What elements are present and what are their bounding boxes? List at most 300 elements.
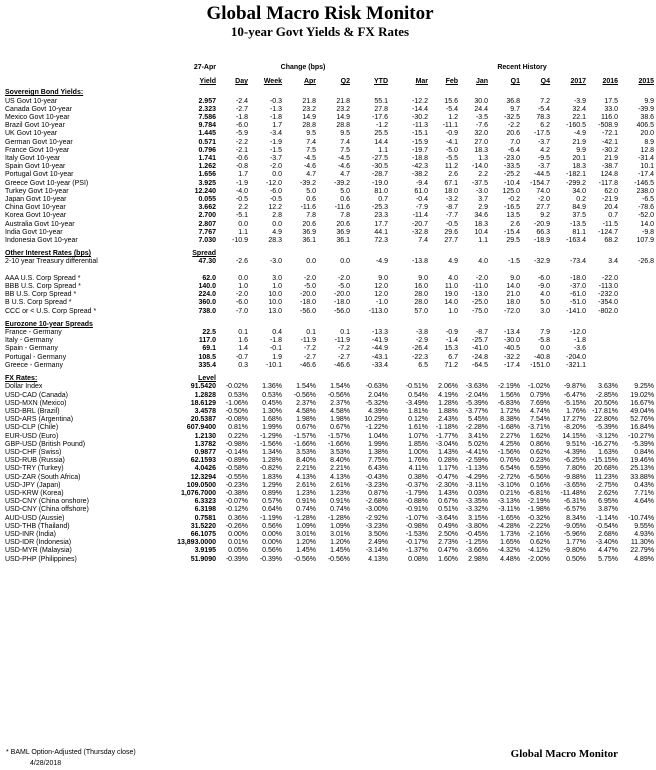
row-value: 9.7 — [510, 105, 521, 113]
row-label: USD-ZAR (South Africa) — [5, 473, 81, 481]
row-value: -32.2 — [504, 353, 521, 361]
row-value: 5.0 — [340, 187, 350, 195]
row-value: 0.05% — [228, 547, 248, 555]
row-value: -33.5 — [504, 163, 521, 171]
row-value: -354.0 — [598, 299, 619, 307]
row-value: 23.2 — [302, 105, 316, 113]
row-label: USD-MXN (Mexico) — [5, 399, 67, 407]
row-value: -11.9 — [300, 337, 316, 345]
row-value: 2.04% — [368, 391, 389, 399]
row-value: 23.3 — [374, 212, 389, 220]
table-row — [4, 337, 656, 345]
row-value — [588, 345, 620, 353]
table-row — [4, 441, 656, 449]
row-value — [620, 275, 656, 283]
row-label: USD-MYR (Malaysia) — [5, 547, 72, 555]
table-row — [4, 196, 656, 204]
row-level: 3.925 — [198, 179, 216, 187]
row-value: -1.19% — [259, 514, 282, 522]
row-level: 108.5 — [198, 353, 216, 361]
row-value: -30.0 — [504, 337, 521, 345]
row-value: 12.2 — [268, 204, 282, 212]
row-value: -5.0 — [337, 283, 350, 291]
row-value: -19.7 — [412, 146, 429, 154]
row-value: -3.04% — [435, 440, 459, 448]
row-value: 0.56% — [262, 547, 282, 555]
row-value: 5.45% — [468, 416, 489, 424]
row-value: -163.4 — [566, 237, 587, 245]
header-history-group: Recent History — [497, 64, 547, 71]
row-value: -5.9 — [235, 130, 248, 138]
row-value: 0.0 — [238, 274, 248, 282]
table-row — [4, 308, 656, 316]
row-value: 22.79% — [630, 547, 655, 555]
row-value: 0.53% — [228, 391, 248, 399]
row-value: -3.10% — [497, 481, 521, 489]
row-value: -4.41% — [465, 448, 489, 456]
row-value: 2.21% — [296, 465, 316, 473]
table-body — [4, 64, 656, 564]
row-value — [522, 267, 552, 275]
row-value: -28.7 — [372, 171, 389, 179]
row-value: -44.5 — [534, 171, 551, 179]
row-value: -40.8 — [534, 353, 551, 361]
row-value — [250, 267, 284, 275]
row-label: AAA U.S. Corp Spread * — [5, 274, 81, 282]
row-value: 1.54% — [296, 383, 316, 391]
row-value: -1.28% — [293, 514, 316, 522]
row-value: 36.1 — [336, 237, 350, 245]
section-heading: Sovereign Bond Yields: — [5, 89, 84, 97]
row-value: 1.00% — [408, 448, 429, 456]
row-label: GBP-USD (British Pound) — [5, 440, 86, 448]
row-level: 3.9195 — [194, 547, 216, 555]
row-value: 44.1 — [374, 228, 389, 236]
row-value: -508.9 — [598, 122, 619, 130]
row-value: 1.45% — [296, 547, 316, 555]
row-value: -0.7 — [235, 353, 248, 361]
row-value: -3.32% — [465, 506, 489, 514]
row-value — [620, 354, 656, 362]
row-level: 335.4 — [198, 361, 216, 369]
row-value: 28.8 — [302, 122, 316, 130]
row-value: -2.2 — [507, 122, 521, 130]
row-value: -61.0 — [570, 291, 587, 299]
row-value: -12.2 — [412, 97, 429, 105]
row-value: 3.4 — [608, 258, 619, 266]
table-row — [4, 474, 656, 482]
row-label: BB U.S. Corp Spread * — [5, 291, 77, 299]
row-value: 0.12% — [408, 416, 429, 424]
row-value: -141.0 — [566, 307, 587, 315]
row-value: 0.81% — [228, 424, 248, 432]
row-value: 15.6 — [444, 97, 459, 105]
table-row — [4, 354, 656, 362]
row-value: 20.68% — [594, 465, 619, 473]
row-value: -1.5 — [269, 146, 282, 154]
row-value: -3.49% — [405, 399, 429, 407]
column-header: Mar — [415, 78, 429, 86]
table-row — [4, 400, 656, 408]
row-value: 0.1 — [238, 329, 248, 337]
row-value: -17.4 — [638, 171, 655, 179]
row-value: -11.5 — [602, 220, 619, 228]
row-value: 5.0 — [540, 299, 551, 307]
row-value: -1.77% — [435, 432, 459, 440]
row-value: 7.4 — [418, 237, 429, 245]
row-value: 4.58% — [296, 407, 316, 415]
column-header: Feb — [445, 78, 459, 86]
row-value: -1.56% — [497, 448, 521, 456]
row-level: 1,076.7000 — [180, 489, 216, 497]
row-value: 2.6 — [448, 171, 459, 179]
row-label: Greece - Germany — [5, 361, 63, 369]
row-value: -6.5 — [641, 196, 655, 204]
row-value: -4.28% — [497, 522, 521, 530]
row-value: -3.35% — [465, 498, 489, 506]
row-value: -151.0 — [530, 361, 551, 369]
row-value: 20.6 — [506, 130, 521, 138]
row-value: -6.81% — [527, 489, 551, 497]
row-value: 1.7 — [238, 171, 248, 179]
row-value: 2.43% — [438, 416, 459, 424]
row-value: 27.8 — [374, 105, 389, 113]
row-value: -11.6 — [300, 204, 316, 212]
row-value: 0.87% — [368, 489, 389, 497]
row-value: 18.3 — [572, 163, 587, 171]
column-header: Q4 — [540, 78, 551, 86]
section-heading-row — [4, 89, 656, 97]
row-value: -3.23% — [365, 481, 389, 489]
row-value: 4.11% — [408, 465, 429, 473]
row-value: -5.0 — [445, 146, 459, 154]
row-value: 0.91% — [296, 498, 316, 506]
row-value: -17.5 — [534, 130, 551, 138]
row-value: 1.73% — [500, 530, 521, 538]
row-value: 2.6 — [510, 220, 521, 228]
row-value: 7.0 — [510, 138, 521, 146]
row-value: -117.8 — [598, 179, 619, 187]
row-value: -39.9 — [638, 105, 655, 113]
table-row — [4, 258, 656, 266]
row-value: 20.0 — [640, 130, 655, 138]
row-level: 109.0500 — [186, 481, 216, 489]
row-value: -3.6 — [573, 345, 587, 353]
table-row — [4, 515, 656, 523]
section-heading: FX Rates: — [5, 375, 38, 383]
row-value: 19.02% — [630, 391, 655, 399]
row-level: 47.30 — [198, 258, 216, 266]
row-label: Turkey Govt 10-year — [5, 187, 69, 195]
row-label: German Govt 10-year — [5, 138, 73, 146]
row-value: 3.7 — [478, 196, 489, 204]
row-level: 2.700 — [198, 212, 216, 220]
row-value: -1.57% — [327, 432, 350, 440]
row-value: 67.1 — [444, 179, 459, 187]
row-value: 2.98% — [468, 555, 489, 563]
row-value: -30.2 — [602, 146, 619, 154]
row-value: 0.51% — [438, 506, 459, 514]
row-value: -9.87% — [563, 383, 587, 391]
table-row — [4, 329, 656, 337]
row-value: -18.0 — [334, 299, 350, 307]
row-value: -2.85% — [595, 391, 619, 399]
row-value: -4.1 — [445, 138, 459, 146]
row-value: 18.0 — [444, 187, 459, 195]
row-label: USD-RUB (Russia) — [5, 457, 65, 465]
row-value: -1.79% — [405, 489, 429, 497]
row-value: -18.0 — [300, 299, 316, 307]
row-value: -0.37% — [405, 481, 429, 489]
row-value: 34.0 — [572, 187, 587, 195]
row-value: -5.4 — [537, 105, 551, 113]
row-value: -0.58% — [225, 465, 248, 473]
row-value: -8.7 — [475, 329, 489, 337]
row-value: 4.89% — [634, 555, 655, 563]
row-value: -4.5 — [337, 155, 350, 163]
row-value — [588, 354, 620, 362]
row-level: 0.7581 — [194, 514, 216, 522]
row-value: -8.20% — [563, 424, 587, 432]
row-value: 1.76% — [566, 407, 587, 415]
row-value: -7.9 — [415, 204, 429, 212]
row-value: -6.56% — [527, 473, 551, 481]
row-value: -3.0 — [269, 258, 282, 266]
row-value: 0.0 — [272, 220, 282, 228]
row-value: -5.39% — [465, 399, 489, 407]
row-value: -40.5 — [504, 345, 521, 353]
row-value: 11.2 — [444, 163, 459, 171]
row-value: -4.9 — [375, 258, 389, 266]
row-level: 360.0 — [198, 299, 216, 307]
table-row — [4, 523, 656, 531]
row-level: 91.5420 — [190, 383, 216, 391]
row-value: 4.13% — [368, 555, 389, 563]
row-value: -3.7 — [269, 155, 282, 163]
row-value: -15.9 — [412, 138, 429, 146]
row-value: 1.34% — [262, 448, 282, 456]
row-value: 21.9 — [604, 155, 619, 163]
row-value: -1.02% — [527, 383, 551, 391]
row-value: 0.79% — [530, 391, 551, 399]
row-value: -39.2 — [300, 179, 316, 187]
row-level: 224.0 — [198, 291, 216, 299]
row-value: 11.23% — [594, 473, 619, 481]
row-value: 1.99% — [262, 424, 282, 432]
row-value: -0.17% — [405, 539, 429, 547]
row-value: -2.0 — [303, 274, 316, 282]
row-value: -2.19% — [527, 498, 551, 506]
row-value: 29.5 — [506, 237, 521, 245]
row-value: -13.3 — [372, 329, 389, 337]
row-value: -1.57% — [293, 432, 316, 440]
row-label: US Govt 10-year — [5, 97, 58, 105]
row-label: China Govt 10-year — [5, 204, 66, 212]
row-value: -78.6 — [638, 204, 655, 212]
row-value: 18.3 — [474, 220, 489, 228]
row-value: 4.7 — [306, 171, 316, 179]
row-label: Dollar Index — [5, 383, 43, 391]
row-value: -18.0 — [570, 274, 587, 282]
row-value: -0.39% — [259, 555, 282, 563]
row-value: 6.5 — [418, 361, 429, 369]
row-value: 238.0 — [636, 187, 655, 195]
row-value: 1.56% — [500, 391, 521, 399]
row-value — [588, 329, 620, 337]
row-value: -1.53% — [405, 530, 429, 538]
table-row — [4, 291, 656, 299]
row-value: -0.08% — [225, 416, 248, 424]
section-first-col-header: Spread — [192, 250, 216, 258]
row-value: -3.9 — [573, 97, 587, 105]
row-value: 1.07% — [408, 432, 429, 440]
row-value: 1.72% — [500, 407, 521, 415]
row-value: 16.0 — [414, 283, 429, 291]
row-value: -802.0 — [598, 307, 619, 315]
row-value: 0.74% — [296, 506, 316, 514]
row-value: -12.0 — [570, 329, 587, 337]
row-value: -2.0 — [269, 163, 282, 171]
row-value: 0.00% — [262, 530, 282, 538]
row-value: -0.98% — [225, 440, 248, 448]
row-value: 6.7 — [448, 353, 459, 361]
row-value: 1.88% — [438, 407, 459, 415]
row-value: 3.01% — [330, 530, 350, 538]
row-value: 20.50% — [594, 399, 619, 407]
row-value: 8.9 — [644, 138, 655, 146]
row-value: -2.04% — [465, 391, 489, 399]
row-value: -0.6 — [235, 155, 248, 163]
row-value: 0.62% — [530, 539, 551, 547]
row-value: -0.56% — [327, 555, 350, 563]
header-date: 27-Apr — [193, 64, 216, 71]
table-row — [4, 98, 656, 106]
row-value: -3.66% — [465, 547, 489, 555]
row-value: -0.9 — [445, 329, 459, 337]
row-value: -41.0 — [472, 345, 489, 353]
row-value: -13.5 — [570, 220, 587, 228]
row-value: -9.0 — [537, 283, 551, 291]
table-row — [4, 490, 656, 498]
row-level: 3.662 — [198, 204, 216, 212]
column-header: Q2 — [340, 78, 350, 86]
row-value: 7.2 — [540, 97, 551, 105]
row-value: -7.2 — [337, 345, 350, 353]
row-value: -0.9 — [445, 130, 459, 138]
row-value: 7.5 — [306, 146, 316, 154]
row-value: 9.5 — [340, 130, 350, 138]
row-value — [588, 337, 620, 345]
row-value: 18.0 — [506, 299, 521, 307]
column-header: 2016 — [602, 78, 619, 86]
row-value: 1.83% — [262, 473, 282, 481]
row-value: 8.40% — [330, 457, 350, 465]
row-value: -1.25% — [465, 539, 489, 547]
row-value: -4.6 — [303, 163, 316, 171]
row-value: -5.39% — [595, 424, 619, 432]
row-value: 1.04% — [368, 432, 389, 440]
row-value: -0.63% — [365, 383, 389, 391]
row-value: 52.76% — [630, 416, 655, 424]
row-value: 0.28% — [438, 457, 459, 465]
row-value: 66.3 — [536, 228, 551, 236]
row-value: 7.54% — [530, 416, 551, 424]
row-value: 10.4 — [474, 228, 489, 236]
table-row — [4, 392, 656, 400]
row-level: 0.9877 — [194, 448, 216, 456]
row-value: -124.7 — [598, 228, 619, 236]
row-value: -4.6 — [337, 163, 350, 171]
row-value: -10.9 — [232, 237, 248, 245]
row-value: -2.0 — [337, 274, 350, 282]
row-value: 29.6 — [444, 228, 459, 236]
row-value: -1.29% — [259, 432, 282, 440]
row-value: 1.76% — [408, 457, 429, 465]
table-row — [4, 188, 656, 196]
row-value: -5.0 — [303, 283, 316, 291]
row-value: 17.5 — [604, 97, 619, 105]
row-value: 1.6 — [238, 337, 248, 345]
row-value: 0.00% — [262, 539, 282, 547]
row-value: 68.2 — [604, 237, 619, 245]
table-row — [4, 237, 656, 245]
row-level: 12.3294 — [190, 473, 216, 481]
row-value: 0.22% — [228, 432, 248, 440]
row-value: 10.0 — [268, 299, 282, 307]
row-value: 24.4 — [474, 105, 489, 113]
row-value: 1.20% — [296, 539, 316, 547]
row-value: 25.13% — [630, 465, 655, 473]
row-value: 10.1 — [640, 163, 655, 171]
row-value: 17.27% — [562, 416, 587, 424]
row-value: -3.7 — [537, 138, 551, 146]
row-value: 16.67% — [630, 399, 655, 407]
row-value: 16.84% — [630, 424, 655, 432]
table-row — [4, 139, 656, 147]
row-value: 15.3 — [444, 345, 459, 353]
row-value: -1.98% — [527, 506, 551, 514]
row-value: -0.56% — [293, 555, 316, 563]
row-value: 2.50% — [438, 530, 459, 538]
column-header: Apr — [303, 78, 316, 86]
row-value: -4.5 — [303, 155, 316, 163]
row-value: -2.7 — [303, 353, 316, 361]
row-value: -3.7 — [537, 163, 551, 171]
row-value: -25.2 — [504, 171, 521, 179]
row-value: 2.9 — [478, 204, 489, 212]
row-value: -1.07% — [405, 514, 429, 522]
row-value: -2.1 — [235, 146, 248, 154]
row-value: 4.9 — [272, 228, 282, 236]
row-label: EUR-USD (Euro) — [5, 432, 59, 440]
row-value: 81.0 — [374, 187, 389, 195]
row-value: -3.00% — [365, 506, 389, 514]
row-level: 62.0 — [202, 274, 216, 282]
row-value: 0.47% — [438, 547, 459, 555]
row-value: -2.00% — [527, 555, 551, 563]
row-value: -0.56% — [293, 391, 316, 399]
row-value: -3.80% — [465, 522, 489, 530]
row-value: -4.29% — [465, 473, 489, 481]
row-value: 0.00% — [228, 530, 248, 538]
table-row — [4, 416, 656, 424]
row-value: 4.47% — [598, 547, 619, 555]
row-value: 28.0 — [414, 291, 429, 299]
table-row — [4, 539, 656, 547]
row-value: 3.0 — [272, 274, 282, 282]
row-value: 4.13% — [330, 473, 350, 481]
row-value: 0.0 — [306, 258, 316, 266]
